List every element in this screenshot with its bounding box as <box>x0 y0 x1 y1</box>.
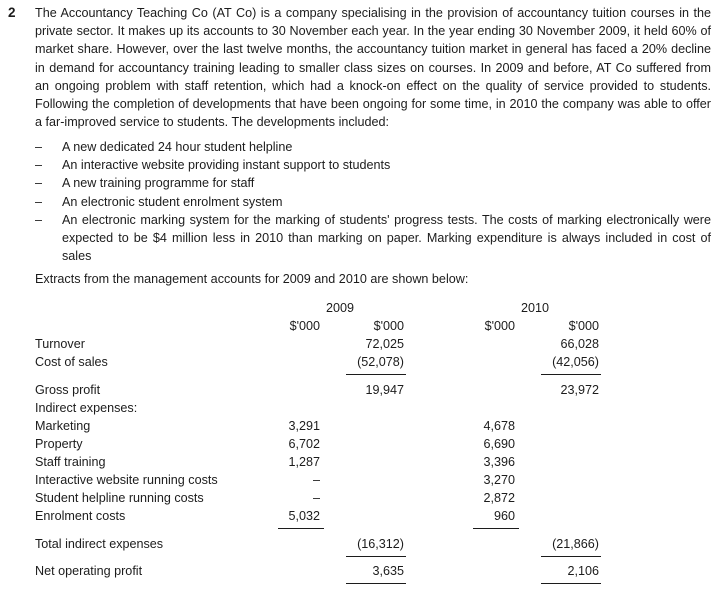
row-label-indirect-expenses: Indirect expenses: <box>35 401 138 415</box>
cell-marketing-2010: 4,678 <box>483 419 515 433</box>
cell-website-costs-2009: – <box>312 473 320 487</box>
extract-intro: Extracts from the management accounts for 2009 and 2010 are shown below: <box>35 272 469 286</box>
cell-net-operating-profit-2009: 3,635 <box>372 564 404 578</box>
unit-header: $'000 <box>568 319 599 333</box>
bullet-dash: – <box>35 158 43 173</box>
row-label-helpline-costs: Student helpline running costs <box>35 491 204 505</box>
cell-cost-of-sales-2010: (42,056) <box>552 355 599 369</box>
unit-header: $'000 <box>484 319 515 333</box>
unit-header: $'000 <box>373 319 404 333</box>
subtotal-rule <box>346 556 406 557</box>
subtotal-rule <box>541 374 601 375</box>
row-label-turnover: Turnover <box>35 337 85 351</box>
cell-helpline-costs-2009: – <box>312 491 320 505</box>
row-label-website-costs: Interactive website running costs <box>35 473 218 487</box>
list-item-text: A new training programme for staff <box>62 176 255 191</box>
subtotal-rule <box>541 556 601 557</box>
list-item-text: A new dedicated 24 hour student helpline <box>62 140 293 154</box>
row-label-net-operating-profit: Net operating profit <box>35 564 143 578</box>
cell-turnover-2010: 66,028 <box>560 337 599 351</box>
bullet-dash: – <box>35 176 43 191</box>
year-header-2009: 2009 <box>325 301 355 315</box>
question-number: 2 <box>8 5 16 20</box>
cell-website-costs-2010: 3,270 <box>483 473 515 487</box>
row-label-enrolment-costs: Enrolment costs <box>35 509 126 523</box>
row-label-staff-training: Staff training <box>35 455 106 469</box>
cell-cost-of-sales-2009: (52,078) <box>357 355 404 369</box>
cell-total-indirect-2009: (16,312) <box>357 537 404 551</box>
list-item-text: An interactive website providing instant support to students <box>62 158 391 173</box>
row-label-cost-of-sales: Cost of sales <box>35 355 108 369</box>
total-rule <box>541 583 601 584</box>
bullet-dash: – <box>35 212 43 227</box>
cell-property-2009: 6,702 <box>288 437 320 451</box>
bullet-dash: – <box>35 140 43 154</box>
row-label-gross-profit: Gross profit <box>35 383 101 397</box>
cell-staff-training-2010: 3,396 <box>483 455 515 469</box>
row-label-property: Property <box>35 437 83 451</box>
row-label-total-indirect: Total indirect expenses <box>35 537 164 551</box>
subtotal-rule <box>278 528 324 529</box>
unit-header: $'000 <box>289 319 320 333</box>
cell-net-operating-profit-2010: 2,106 <box>567 564 599 578</box>
cell-total-indirect-2010: (21,866) <box>552 537 599 551</box>
cell-turnover-2009: 72,025 <box>365 337 404 351</box>
cell-gross-profit-2009: 19,947 <box>365 383 404 397</box>
cell-marketing-2009: 3,291 <box>288 419 320 433</box>
cell-property-2010: 6,690 <box>483 437 515 451</box>
list-item-text: An electronic student enrolment system <box>62 194 283 209</box>
cell-enrolment-costs-2009: 5,032 <box>288 509 320 523</box>
subtotal-rule <box>473 528 519 529</box>
cell-enrolment-costs-2010: 960 <box>493 509 515 523</box>
bullet-dash: – <box>35 194 43 209</box>
cell-gross-profit-2010: 23,972 <box>560 383 599 397</box>
cell-helpline-costs-2010: 2,872 <box>483 491 515 505</box>
total-rule <box>346 583 406 584</box>
subtotal-rule <box>346 374 406 375</box>
year-header-2010: 2010 <box>520 301 550 315</box>
intro-paragraph: The Accountancy Teaching Co (AT Co) is a company specialising in the provision of accountancy tuition courses in the private sector. It makes up its accounts to 30 November each year. In the year ending 30 November 2009, it held 60% of market share. However, over the last twelve months, the accountancy tuition market in general has faced a 20% decline in demand for accountancy training leading to smaller class sizes on courses. In 2009 and before, AT Co suffered from an ongoing problem with staff retention, which had a knock-on effect on the quality of service provided to students. Following the completion of developments that have been ongoing for some time, in 2010 the company was able to offer a far-improved service to students. The developments included: <box>35 6 711 130</box>
row-label-marketing: Marketing <box>35 419 91 433</box>
cell-staff-training-2009: 1,287 <box>288 455 320 469</box>
list-item-text: An electronic marking system for the marking of students' progress tests. The costs of marking electronically were expected to be $4 million less in 2010 than marking on paper. Marking expenditure is always included in cost of sales <box>62 212 711 264</box>
